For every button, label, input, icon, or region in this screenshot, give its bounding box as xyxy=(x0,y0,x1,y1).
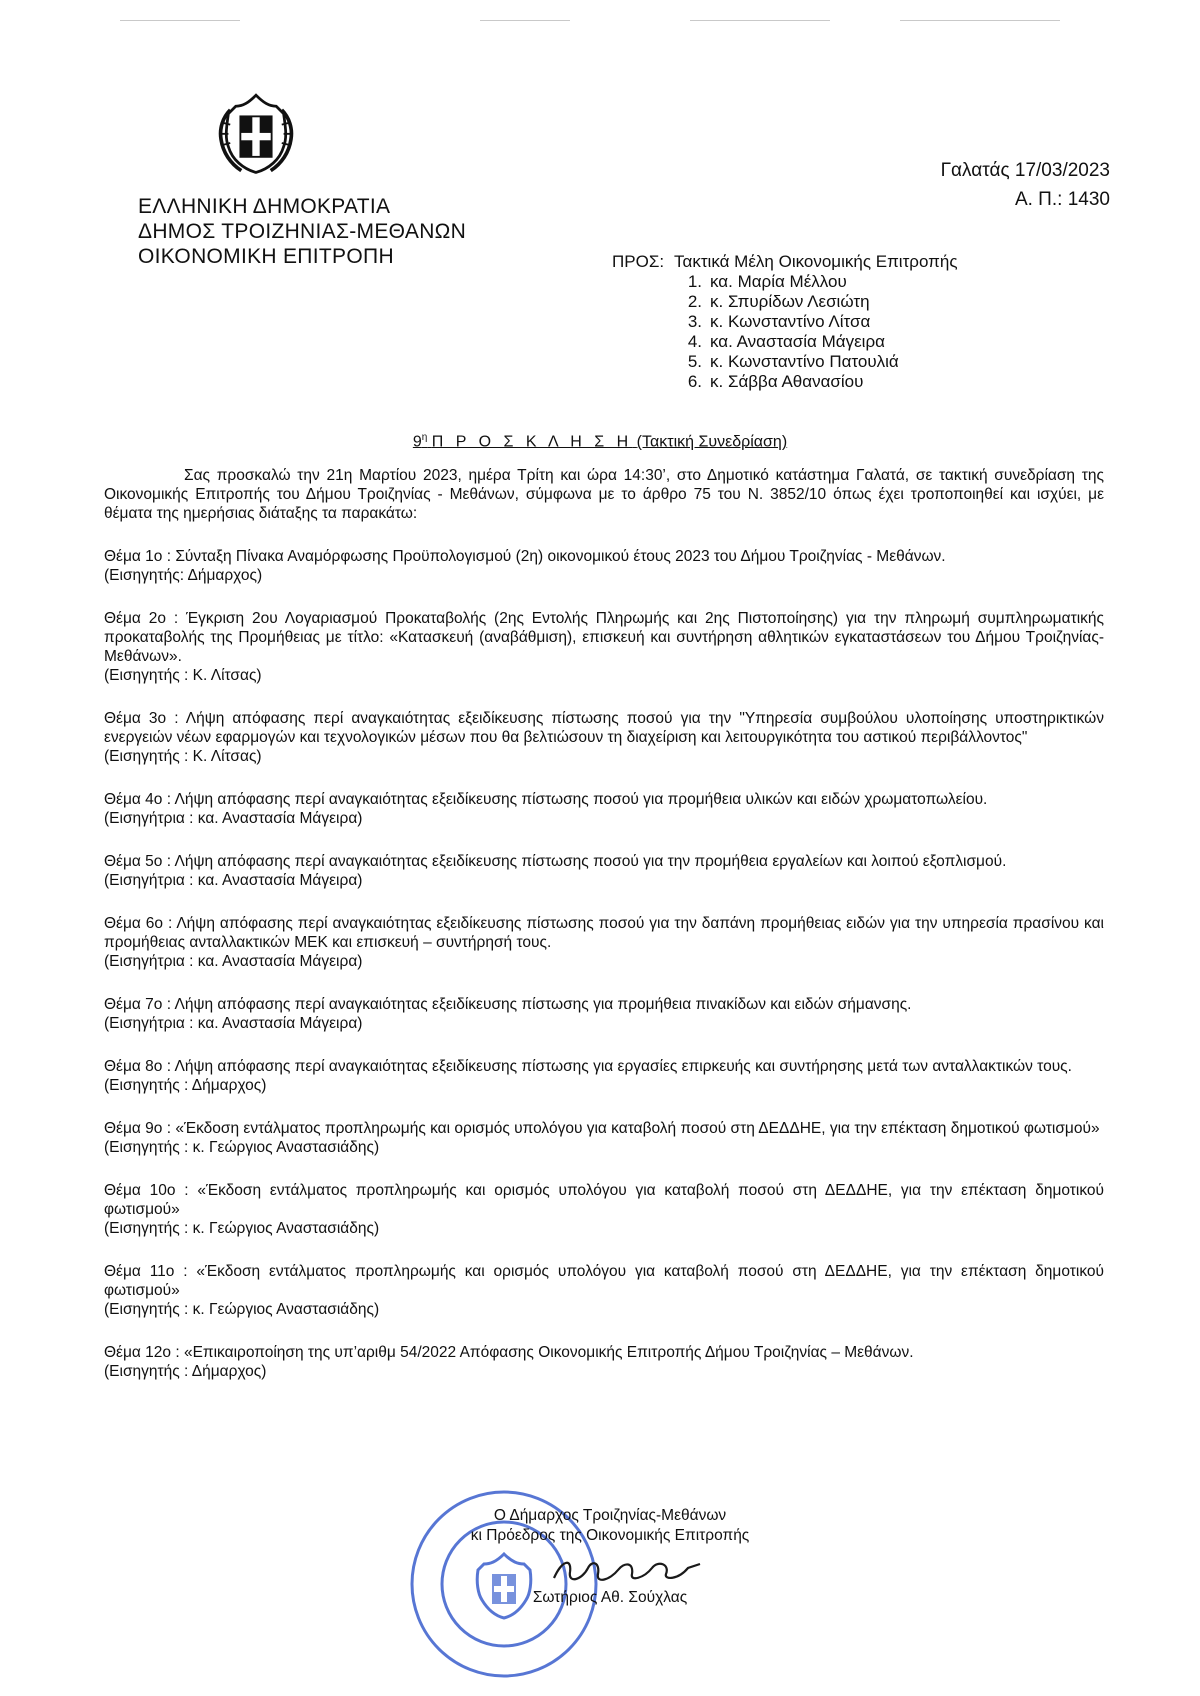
topic-rapporteur: (Εισηγητής : Δήμαρχος) xyxy=(104,1077,267,1094)
signatory-title: Ο Δήμαρχος Τροιζηνίας-Μεθάνων xyxy=(493,1507,727,1524)
recipient-name: κ. Σάββα Αθανασίου xyxy=(710,372,864,391)
invitation-subtitle: (Τακτική Συνεδρίαση) xyxy=(636,433,788,451)
signatory-role: κι Πρόεδρος της Οικονομικής Επιτροπής xyxy=(470,1527,750,1544)
topic-rapporteur: (Εισηγήτρια : κα. Αναστασία Μάγειρα) xyxy=(104,953,363,970)
agenda-topic xyxy=(104,852,1104,890)
topic-rapporteur: (Εισηγήτρια : κα. Αναστασία Μάγειρα) xyxy=(104,872,363,889)
sender-country: ΕΛΛΗΝΙΚΗ ΔΗΜΟΚΡΑΤΙΑ xyxy=(138,195,391,218)
recipient-number: 6. xyxy=(687,372,702,391)
recipient-name: κ. Κωνσταντίνο Πατουλιά xyxy=(710,352,899,371)
recipient-number: 5. xyxy=(687,352,702,371)
topic-label: Θέμα 5ο : xyxy=(104,853,172,870)
topic-description: Λήψη απόφασης περί αναγκαιότητας εξειδίκευσης πίστωσης ποσού για προμήθεια υλικών και ειδών χρωματοπωλείου. xyxy=(174,791,988,808)
agenda-topic xyxy=(104,709,1104,766)
topic-label: Θέμα 11ο : xyxy=(104,1263,188,1280)
agenda-topic xyxy=(104,1057,1104,1095)
agenda-topic xyxy=(104,1262,1104,1319)
topic-label: Θέμα 2ο : xyxy=(104,610,179,627)
agenda-topic xyxy=(104,790,1104,828)
recipient-number: 2. xyxy=(687,292,702,311)
topic-text xyxy=(104,1119,1104,1138)
topic-description: Λήψη απόφασης περί αναγκαιότητας εξειδίκευσης πίστωσης για προμήθεια πινακίδων και ειδών σήμανσης. xyxy=(174,996,912,1013)
recipient-name: κα. Αναστασία Μάγειρα xyxy=(710,332,885,351)
topic-description: Σύνταξη Πίνακα Αναμόρφωσης Προϋπολογισμού (2η) οικονομικού έτους 2023 του Δήμου Τροιζηνίας - Μεθάνων. xyxy=(175,548,946,565)
date-block xyxy=(941,156,1110,214)
topic-description: Έγκριση 2ου Λογαριασμού Προκαταβολής (2ης Εντολής Πληρωμής και 2ης Πιστοποίησης) για την πληρωμή συμπληρωματικής προκαταβολής της Προμήθειας με τίτλο: «Κατασκευή (αναβάθμιση), επισκευή και συντήρηση αθλητικών εγκαταστάσεων του Δήμου Τροιζηνίας-Μεθάνων». xyxy=(104,610,1104,665)
recipients-label: ΠΡΟΣ: xyxy=(612,252,665,271)
recipient-number: 3. xyxy=(687,312,702,331)
scan-artifact-line xyxy=(690,20,830,21)
recipient-item xyxy=(674,352,958,372)
invitation-number-sup: η xyxy=(421,432,428,443)
agenda-topic xyxy=(104,1181,1104,1238)
sender-block xyxy=(138,194,466,269)
topic-text xyxy=(104,547,1104,566)
topic-rapporteur: (Εισηγητής: Δήμαρχος) xyxy=(104,567,263,584)
intro-paragraph: Σας προσκαλώ την 21η Μαρτίου 2023, ημέρα Τρίτη και ώρα 14:30’, στο Δημοτικό κατάστημα Γαλατά, σε τακτική συνεδρίαση της Οικονομικής Επιτροπής του Δήμου Τροιζηνίας - Μεθάνων, σύμφωνα με το άρθρο 75 του Ν. 3852/10 όπως έχει τροποποιηθεί και ισχύει, με θέματα της ημερήσιας διάταξης τα παρακάτω: xyxy=(104,467,1104,522)
agenda-topic xyxy=(104,547,1104,585)
topic-text xyxy=(104,609,1104,666)
document-date: Γαλατάς 17/03/2023 xyxy=(940,160,1110,181)
topic-description: Λήψη απόφασης περί αναγκαιότητας εξειδίκευσης πίστωσης για εργασίες επιρκευής και συντήρησης μετά των ανταλλακτικών τους. xyxy=(174,1058,1072,1075)
topic-label: Θέμα 8ο : xyxy=(104,1058,172,1075)
topic-label: Θέμα 7ο : xyxy=(104,996,172,1013)
topic-description: «Επικαιροποίηση της υπ’αριθμ 54/2022 Απόφασης Οικονομικής Επιτροπής Δήμου Τροιζηνίας – Μεθάνων. xyxy=(183,1344,914,1361)
recipient-number: 1. xyxy=(687,272,702,291)
topic-rapporteur: (Εισηγήτρια : κα. Αναστασία Μάγειρα) xyxy=(104,810,363,827)
topic-description: Λήψη απόφασης περί αναγκαιότητας εξειδίκευσης πίστωσης ποσού για την δαπάνη προμήθειας ειδών για την υπηρεσία πρασίνου και προμήθειας ανταλλακτικών ΜΕΚ και επισκευή – συντήρησή τους. xyxy=(104,915,1104,951)
agenda-topic xyxy=(104,995,1104,1033)
topic-rapporteur: (Εισηγητής : Δήμαρχος) xyxy=(104,1363,267,1380)
topic-description: «Έκδοση εντάλματος προπληρωμής και ορισμός υπολόγου για καταβολή ποσού στη ΔΕΔΔΗΕ, για την επέκταση δημοτικού φωτισμού» xyxy=(104,1182,1105,1218)
topic-text xyxy=(104,1181,1104,1219)
topic-text xyxy=(104,1057,1104,1076)
topic-text xyxy=(104,709,1104,747)
topic-rapporteur: (Εισηγήτρια : κα. Αναστασία Μάγειρα) xyxy=(104,1015,363,1032)
topic-label: Θέμα 6ο : xyxy=(104,915,173,932)
sender-municipality: ΔΗΜΟΣ ΤΡΟΙΖΗΝΙΑΣ-ΜΕΘΑΝΩΝ xyxy=(138,220,467,243)
topic-label: Θέμα 4ο : xyxy=(104,791,172,808)
scan-artifact-line xyxy=(900,20,1060,21)
invitation-number: 9 xyxy=(412,433,422,451)
signature-block xyxy=(400,1506,820,1608)
scan-artifact-line xyxy=(480,20,570,21)
topic-rapporteur: (Εισηγητής : κ. Γεώργιος Αναστασιάδης) xyxy=(104,1220,380,1237)
coat-of-arms-of-greece-icon xyxy=(210,86,302,178)
recipient-name: κ. Σπυρίδων Λεσιώτη xyxy=(710,292,870,311)
recipient-item xyxy=(674,292,958,312)
topic-description: Λήψη απόφασης περί αναγκαιότητας εξειδίκευσης πίστωσης ποσού για την προμήθεια εργαλείων και λοιπού εξοπλισμού. xyxy=(174,853,1007,870)
topic-description: «Έκδοση εντάλματος προπληρωμής και ορισμός υπολόγου για καταβολή ποσού στη ΔΕΔΔΗΕ, για την επέκταση δημοτικού φωτισμού» xyxy=(175,1120,1100,1137)
signatory-name: Σωτήριος Αθ. Σούχλας xyxy=(532,1589,688,1606)
recipient-name: κα. Μαρία Μέλλου xyxy=(710,272,847,291)
topic-label: Θέμα 10ο : xyxy=(104,1182,189,1199)
topic-rapporteur: (Εισηγητής : κ. Γεώργιος Αναστασιάδης) xyxy=(104,1139,380,1156)
topic-label: Θέμα 12ο : xyxy=(104,1344,180,1361)
recipient-name: κ. Κωνσταντίνο Λίτσα xyxy=(710,312,871,331)
document-body xyxy=(104,466,1104,1405)
topic-label: Θέμα 3ο : xyxy=(104,710,179,727)
topic-description: Λήψη απόφασης περί αναγκαιότητας εξειδίκευσης πίστωσης ποσού για την "Υπηρεσία συμβούλου υλοποίησης υποστηρικτικών ενεργειών νέων εφαρμογών και τεχνολογικών μέσων που θα βελτιώσουν τη διαχείριση και λειτουργικότητα του αστικού περιβάλλοντος" xyxy=(104,710,1104,746)
topic-label: Θέμα 1ο : xyxy=(104,548,172,565)
agenda-topics xyxy=(104,547,1104,1381)
topic-text xyxy=(104,1262,1104,1300)
recipients-list xyxy=(612,272,958,392)
invitation-word: Π Ρ Ο Σ Κ Λ Η Σ Η xyxy=(431,433,633,451)
topic-description: «Έκδοση εντάλματος προπληρωμής και ορισμός υπολόγου για καταβολή ποσού στη ΔΕΔΔΗΕ, για την επέκταση δημοτικού φωτισμού» xyxy=(104,1263,1104,1299)
topic-text xyxy=(104,790,1104,809)
protocol-number: Α. Π.: 1430 xyxy=(1014,189,1110,210)
sender-committee: ΟΙΚΟΝΟΜΙΚΗ ΕΠΙΤΡΟΠΗ xyxy=(138,245,394,268)
recipient-item xyxy=(674,332,958,352)
invitation-heading xyxy=(0,432,1200,451)
recipient-item xyxy=(674,312,958,332)
topic-text xyxy=(104,914,1104,952)
topic-rapporteur: (Εισηγητής : Κ. Λίτσας) xyxy=(104,748,262,765)
recipients-group: Τακτικά Μέλη Οικονομικής Επιτροπής xyxy=(674,252,958,271)
recipient-item xyxy=(674,272,958,292)
topic-text xyxy=(104,995,1104,1014)
topic-text xyxy=(104,1343,1104,1362)
agenda-topic xyxy=(104,1343,1104,1381)
recipient-item xyxy=(674,372,958,392)
topic-rapporteur: (Εισηγητής : κ. Γεώργιος Αναστασιάδης) xyxy=(104,1301,380,1318)
topic-text xyxy=(104,852,1104,871)
agenda-topic xyxy=(104,1119,1104,1157)
recipients-block xyxy=(612,252,958,392)
topic-label: Θέμα 9ο : xyxy=(104,1120,172,1137)
topic-rapporteur: (Εισηγητής : Κ. Λίτσας) xyxy=(104,667,262,684)
agenda-topic xyxy=(104,609,1104,685)
scan-artifact-line xyxy=(120,20,240,21)
recipient-number: 4. xyxy=(687,332,702,351)
agenda-topic xyxy=(104,914,1104,971)
